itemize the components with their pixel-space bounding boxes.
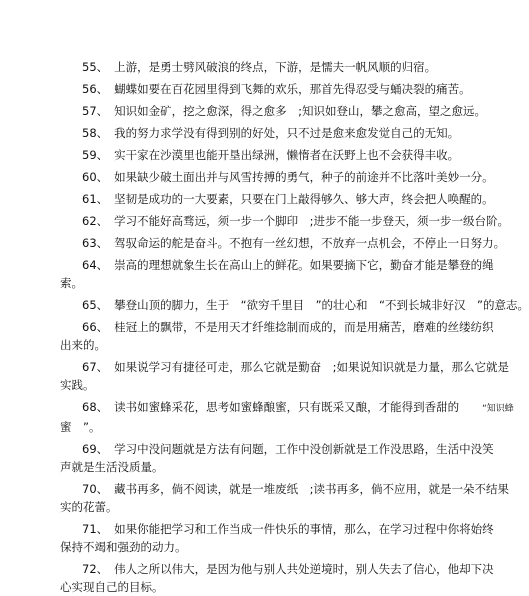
list-item <box>30 80 485 98</box>
item-text: 上游，是勇士劈风破浪的终点，下游，是懦夫一帆风顺的归宿。 <box>114 60 437 74</box>
list-item <box>30 256 494 274</box>
list-item <box>30 146 485 164</box>
list-item <box>30 234 506 252</box>
item-text: 崇高的理想就象生长在高山上的鲜花。如果要摘下它，勤奋才能是攀登的绳 <box>114 258 494 272</box>
item-number: 63、 <box>82 236 109 250</box>
item-continuation: 实的花蕾。 <box>60 500 118 514</box>
list-item <box>30 168 494 186</box>
item-text: 实干家在沙漠里也能开垦出绿洲，懒惰者在沃野上也不会获得丰收。 <box>114 148 460 162</box>
item-text: 坚韧是成功的一大要素，只要在门上敲得够久、够大声，终会把人唤醒的。 <box>114 192 494 206</box>
item-text: 驾驭命运的舵是奋斗。不抱有一丝幻想，不放弃一点机会，不停止一日努力。 <box>114 236 506 250</box>
item-text: 知识如金矿，挖之愈深，得之愈多 ;知识如登山，攀之愈高，望之愈远。 <box>114 104 487 118</box>
list-item <box>30 440 494 458</box>
item-number: 60、 <box>82 170 109 184</box>
item-continuation: 保持不竭和强劲的动力。 <box>60 540 187 554</box>
item-number: 59、 <box>82 148 109 162</box>
item-continuation: 心实现自己的目标。 <box>60 580 164 594</box>
item-number: 66、 <box>82 320 109 334</box>
list-item <box>30 318 494 336</box>
item-number: 65、 <box>82 298 109 312</box>
item-text: 读书如蜜蜂采花，思考如蜜蜂酿蜜，只有既采又酿，才能得到香甜的 <box>114 400 460 414</box>
item-number: 64、 <box>82 258 109 272</box>
item-number: 58、 <box>82 126 109 140</box>
item-continuation: 蜜 ”。 <box>60 420 101 434</box>
item-tail: “知识蜂 <box>482 404 514 414</box>
list-item <box>30 398 514 418</box>
item-number: 62、 <box>82 214 109 228</box>
item-number: 69、 <box>82 442 109 456</box>
item-continuation: 出来的。 <box>60 338 106 352</box>
item-number: 70、 <box>82 482 109 496</box>
item-continuation: 声就是生活没质量。 <box>60 460 164 474</box>
item-number: 55、 <box>82 60 109 74</box>
list-item <box>30 520 494 538</box>
item-number: 68、 <box>82 400 109 414</box>
list-item <box>30 102 485 120</box>
item-number: 71、 <box>82 522 109 536</box>
item-text: 蝴蝶如要在百花园里得到飞舞的欢乐，那首先得忍受与蛹决裂的痛苦。 <box>114 82 471 96</box>
list-item <box>30 560 494 578</box>
list-item <box>30 212 510 230</box>
item-text: 学习不能好高骛远，须一步一个脚印 ;进步不能一步登天，须一步一级台阶。 <box>114 214 510 228</box>
list-item <box>30 124 485 142</box>
item-text: 我的努力求学没有得到别的好处，只不过是愈来愈发觉自己的无知。 <box>114 126 460 140</box>
item-text: 伟人之所以伟大，是因为他与别人共处逆境时，别人失去了信心，他却下决 <box>114 562 494 576</box>
item-continuation: 索。 <box>60 276 83 290</box>
list-item <box>30 296 529 314</box>
list-item <box>30 190 494 208</box>
item-number: 67、 <box>82 360 109 374</box>
item-text: 攀登山顶的脚力，生于 “欲穷千里目 ”的壮心和 “不到长城非好汉 ”的意志。 <box>114 298 529 312</box>
item-number: 72、 <box>82 562 109 576</box>
item-number: 56、 <box>82 82 109 96</box>
item-text: 桂冠上的飘带，不是用天才纤维捻制而成的，而是用痛苦，磨难的丝缕纺织 <box>114 320 494 334</box>
quote-list <box>30 58 529 596</box>
item-text: 如果你能把学习和工作当成一件快乐的事情，那么，在学习过程中你将始终 <box>114 522 494 536</box>
item-text: 藏书再多，倘不阅读，就是一堆废纸 ;读书再多，倘不应用，就是一朵不结果 <box>114 482 510 496</box>
item-text: 如果缺少破土面出并与风雪抟搏的勇气，种子的前途并不比落叶美妙一分。 <box>114 170 494 184</box>
item-text: 如果说学习有捷径可走，那么它就是勤奋 ;如果说知识就是力量，那么它就是 <box>114 360 510 374</box>
item-text: 学习中没问题就是方法有问题，工作中没创新就是工作没思路，生活中没笑 <box>114 442 494 456</box>
item-number: 61、 <box>82 192 109 206</box>
item-continuation: 实践。 <box>60 378 95 392</box>
list-item <box>30 358 510 376</box>
item-number: 57、 <box>82 104 109 118</box>
list-item <box>30 58 485 76</box>
list-item <box>30 480 510 498</box>
